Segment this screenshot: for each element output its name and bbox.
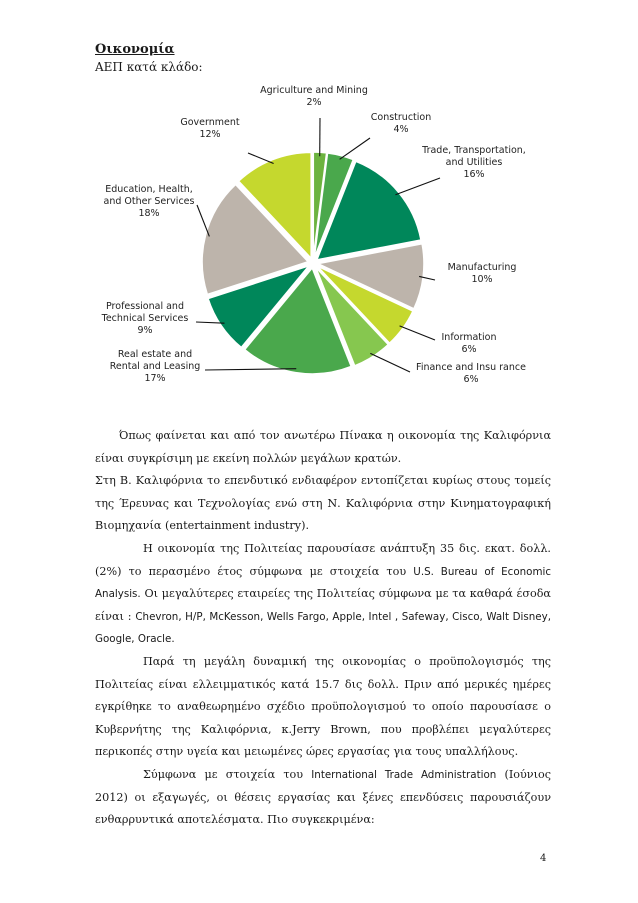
paragraph: Στη Β. Καλιφόρνια το επενδυτικό ενδιαφέρον εντοπίζεται κυρίως στους τομείς της Έρευνας και Τεχνολογίας ενώ στη Ν. Καλιφόρνια στην Κινηματογραφική Βιομηχανία (entertainment industry).	[95, 474, 551, 533]
source-name: International Trade Administration	[311, 768, 497, 781]
body-text	[95, 425, 551, 832]
text-run: Οι μεγαλύτερες εταιρείες της Πολιτείας σύμφωνα με τα καθαρά έσοδα είναι :	[95, 587, 551, 623]
paragraph	[95, 538, 551, 651]
section-heading: Οικονομία	[95, 42, 175, 57]
slice-label: Information 6%	[441, 332, 497, 355]
chart-caption: ΑΕΠ κατά κλάδο:	[95, 60, 203, 74]
slice-label: Construction 4%	[370, 112, 432, 135]
slice-label: Trade, Transportation, and Utilities 16%	[422, 145, 526, 180]
text-run: Η οικονομία της Πολιτείας παρουσίασε ανάπτυξη 35 δις. εκατ. δολλ. (2%) το περασμένο έτος σύμφωνα με στοιχεία του	[95, 541, 551, 578]
gdp-pie-chart	[0, 0, 638, 410]
leader-line	[248, 153, 274, 164]
page-number: 4	[540, 853, 547, 864]
slice-label: Manufacturing 10%	[447, 262, 517, 285]
leader-line	[400, 326, 435, 340]
paragraph: Παρά τη μεγάλη δυναμική της οικονομίας ο προϋπολογισμός της Πολιτείας είναι ελλειμματικός κατά 15.7 δις δολλ. Πριν από μερικές ημέρες εγκρίθηκε το αναθεωρημένο σχέδιο προϋπολογισμού το οποίο παρουσίασε ο Κυβερνήτης της Καλιφόρνια, κ.Jerry Brown, που προβλέπει μεγαλύτερες περικοπές στην υγεία και μειωμένες ώρες εργασίας για τους υπαλλήλους.	[95, 654, 551, 759]
slice-label: Real estate and Rental and Leasing 17%	[109, 349, 201, 384]
text-run: Σύμφωνα με στοιχεία του	[143, 767, 312, 781]
leader-line	[340, 138, 370, 159]
slice-label: Agriculture and Mining 2%	[260, 85, 368, 108]
slice-label: Government 12%	[180, 117, 240, 140]
leader-line	[395, 178, 440, 195]
source-name: U.S. Bureau of Economic Analysis.	[95, 565, 551, 601]
leader-line	[370, 353, 410, 372]
paragraph	[95, 764, 551, 832]
slice-label: Finance and Insu rance 6%	[416, 362, 526, 385]
slice-label: Education, Health, and Other Services 18%	[103, 184, 195, 219]
leader-line	[197, 205, 209, 236]
slice-label: Professional and Technical Services 9%	[101, 301, 189, 336]
company-list: Chevron, H/P, McKesson, Wells Fargo, Apple, Intel , Safeway, Cisco, Walt Disney, Google, Oracle.	[95, 610, 551, 646]
text-run: (Ιούνιος 2012) οι εξαγωγές, οι θέσεις εργασίας και ξένες επενδύσεις παρουσιάζουν ενθαρρυντικά αποτελέσματα. Πιο συγκεκριμένα:	[95, 767, 551, 827]
paragraph: Όπως φαίνεται και από τον ανωτέρω Πίνακα η οικονομία της Καλιφόρνια είναι συγκρίσιμη με εκείνη πολλών μεγάλων κρατών.	[95, 429, 551, 465]
